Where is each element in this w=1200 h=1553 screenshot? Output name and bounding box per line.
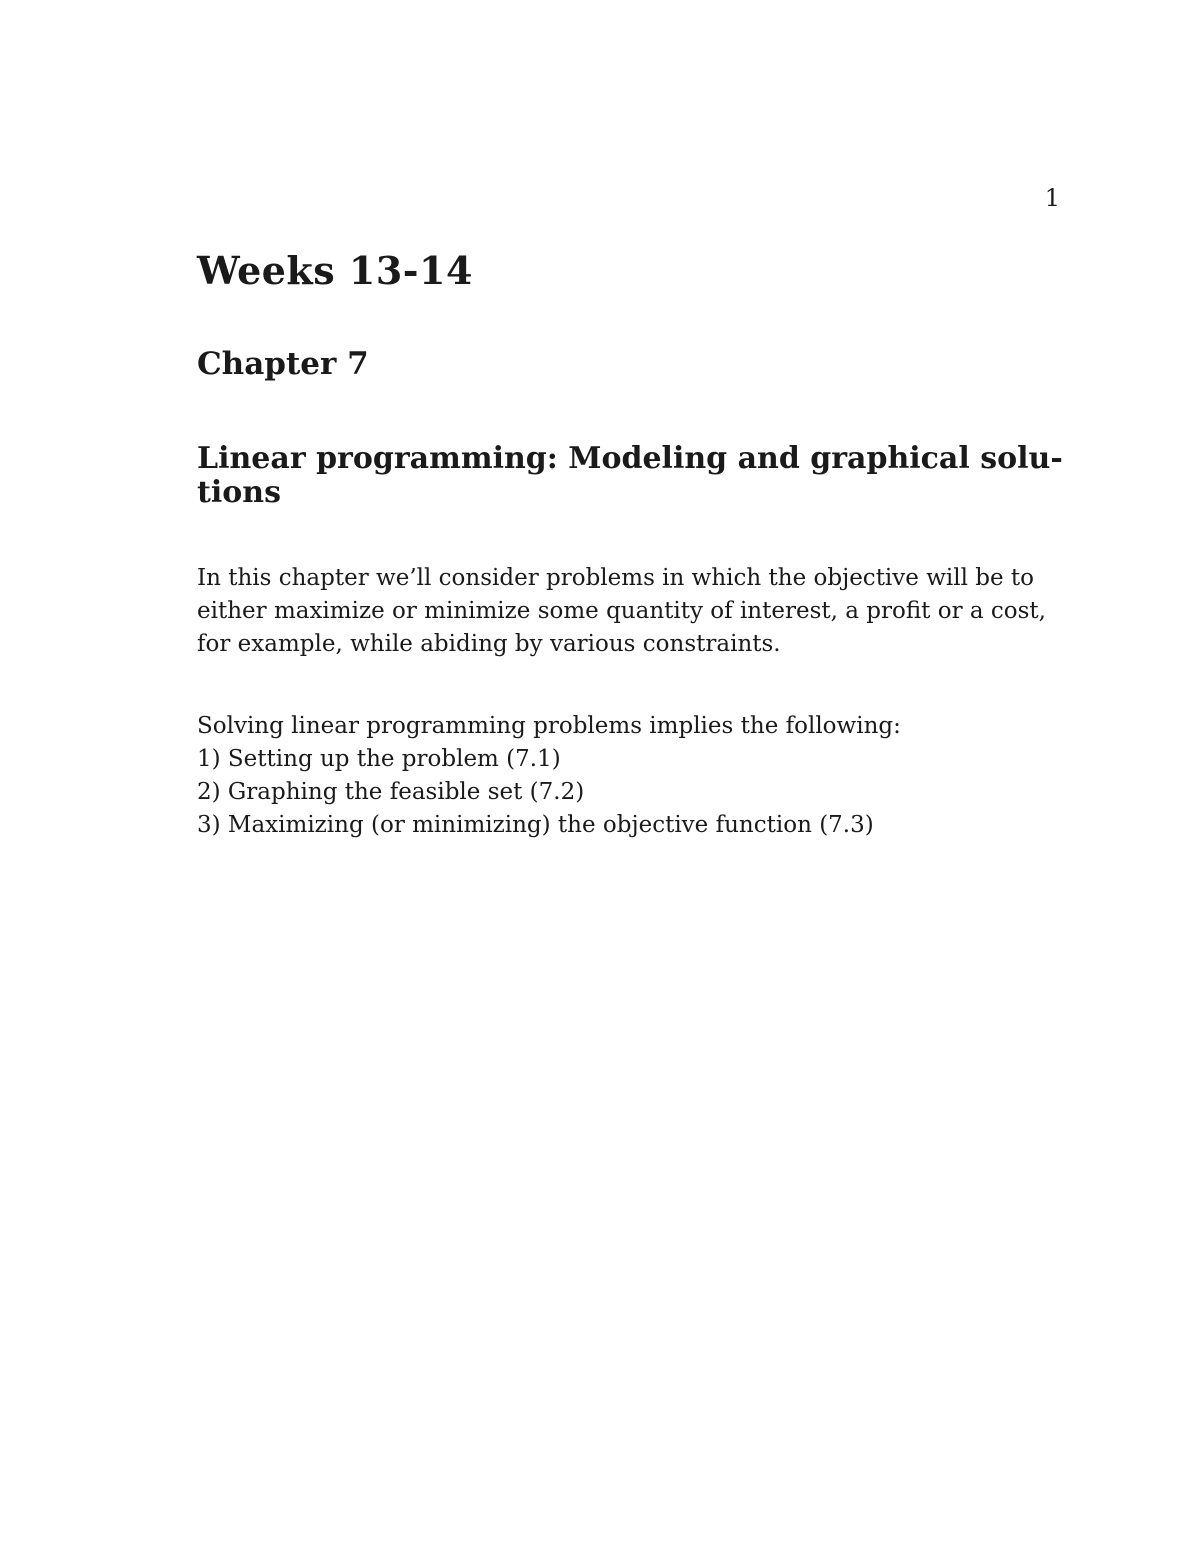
chapter-title-line-1: Linear programming: Modeling and graphical solu- <box>197 441 1063 476</box>
steps-lead: Solving linear programming problems implies the following: <box>197 713 901 739</box>
chapter-title-line-2: tions <box>197 475 281 510</box>
chapter-title <box>197 442 1067 510</box>
intro-line-3: for example, while abiding by various constraints. <box>197 631 781 657</box>
intro-paragraph <box>197 562 1067 661</box>
step-item-2: 2) Graphing the feasible set (7.2) <box>197 779 585 805</box>
intro-line-2: either maximize or minimize some quantity of interest, a profit or a cost, <box>197 598 1046 624</box>
page-number: 1 <box>1044 184 1060 212</box>
steps-section <box>197 710 1067 842</box>
chapter-label: Chapter 7 <box>197 346 369 382</box>
step-item-1: 1) Setting up the problem (7.1) <box>197 746 561 772</box>
intro-line-1: In this chapter we’ll consider problems in which the objective will be to <box>197 565 1035 591</box>
weeks-title: Weeks 13-14 <box>197 248 473 293</box>
step-item-3: 3) Maximizing (or minimizing) the objective function (7.3) <box>197 812 874 838</box>
